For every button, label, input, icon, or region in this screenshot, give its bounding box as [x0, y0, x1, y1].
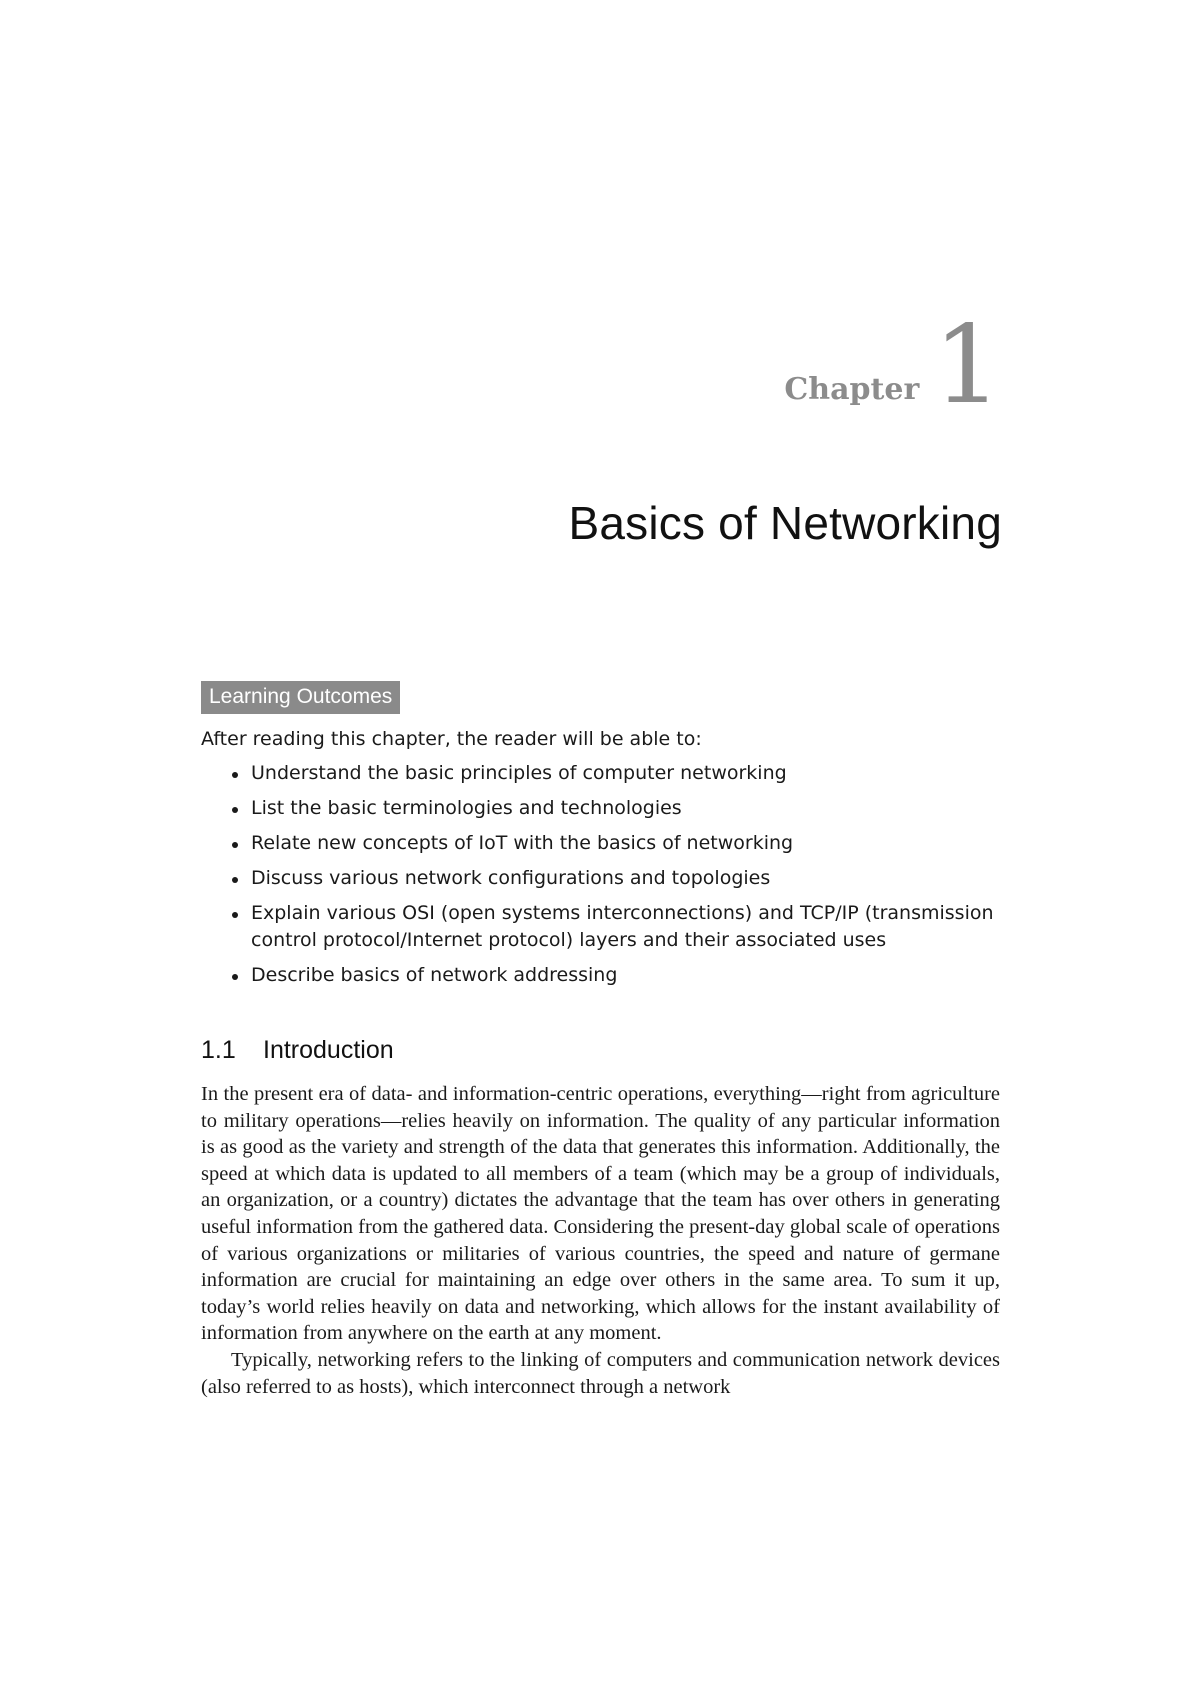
list-item-text: Explain various OSI (open systems interconnections) and TCP/IP (transmission control protocol/Internet protocol) layers and their associated uses	[251, 902, 994, 951]
section-title: Introduction	[263, 1036, 394, 1064]
list-item	[230, 865, 1000, 892]
bullet-icon	[232, 842, 238, 848]
section-body	[201, 1081, 1000, 1400]
learning-outcomes-list	[230, 760, 1000, 997]
bullet-icon	[232, 772, 238, 778]
chapter-number: 1	[933, 303, 1002, 428]
chapter-heading	[784, 303, 1002, 428]
list-item	[230, 795, 1000, 822]
list-item	[230, 760, 1000, 787]
list-item	[230, 900, 1000, 954]
section-number: 1.1	[201, 1036, 236, 1064]
list-item-text: Describe basics of network addressing	[251, 964, 618, 986]
chapter-title: Basics of Networking	[568, 497, 1002, 549]
learning-outcomes-intro: After reading this chapter, the reader will be able to:	[201, 728, 702, 750]
list-item-text: Discuss various network configurations and topologies	[251, 867, 771, 889]
list-item	[230, 830, 1000, 857]
chapter-label: Chapter	[784, 371, 920, 407]
bullet-icon	[232, 912, 238, 918]
list-item-text: Relate new concepts of IoT with the basics of networking	[251, 832, 794, 854]
learning-outcomes-heading: Learning Outcomes	[201, 681, 400, 714]
bullet-icon	[232, 974, 238, 980]
list-item-text: Understand the basic principles of computer networking	[251, 762, 787, 784]
section-heading	[201, 1036, 394, 1065]
paragraph: In the present era of data- and information-centric operations, everything—right from agriculture to military operations—relies heavily on information. The quality of any particular information is as good as the variety and strength of the data that generates this information. Additionally, the speed at which data is updated to all members of a team (which may be a group of individuals, an organization, or a country) dictates the advantage that the team has over others in generating useful information from the gathered data. Considering the present-day global scale of operations of various organizations or militaries of various countries, the speed and nature of germane information are crucial for maintaining an edge over others in the same area. To sum it up, today’s world relies heavily on data and networking, which allows for the instant availability of information from anywhere on the earth at any moment.	[201, 1083, 1000, 1345]
list-item	[230, 962, 1000, 989]
list-item-text: List the basic terminologies and technologies	[251, 797, 682, 819]
bullet-icon	[232, 877, 238, 883]
bullet-icon	[232, 807, 238, 813]
paragraph: Typically, networking refers to the linking of computers and communication network devices (also referred to as hosts), which interconnect through a network	[201, 1348, 1000, 1398]
